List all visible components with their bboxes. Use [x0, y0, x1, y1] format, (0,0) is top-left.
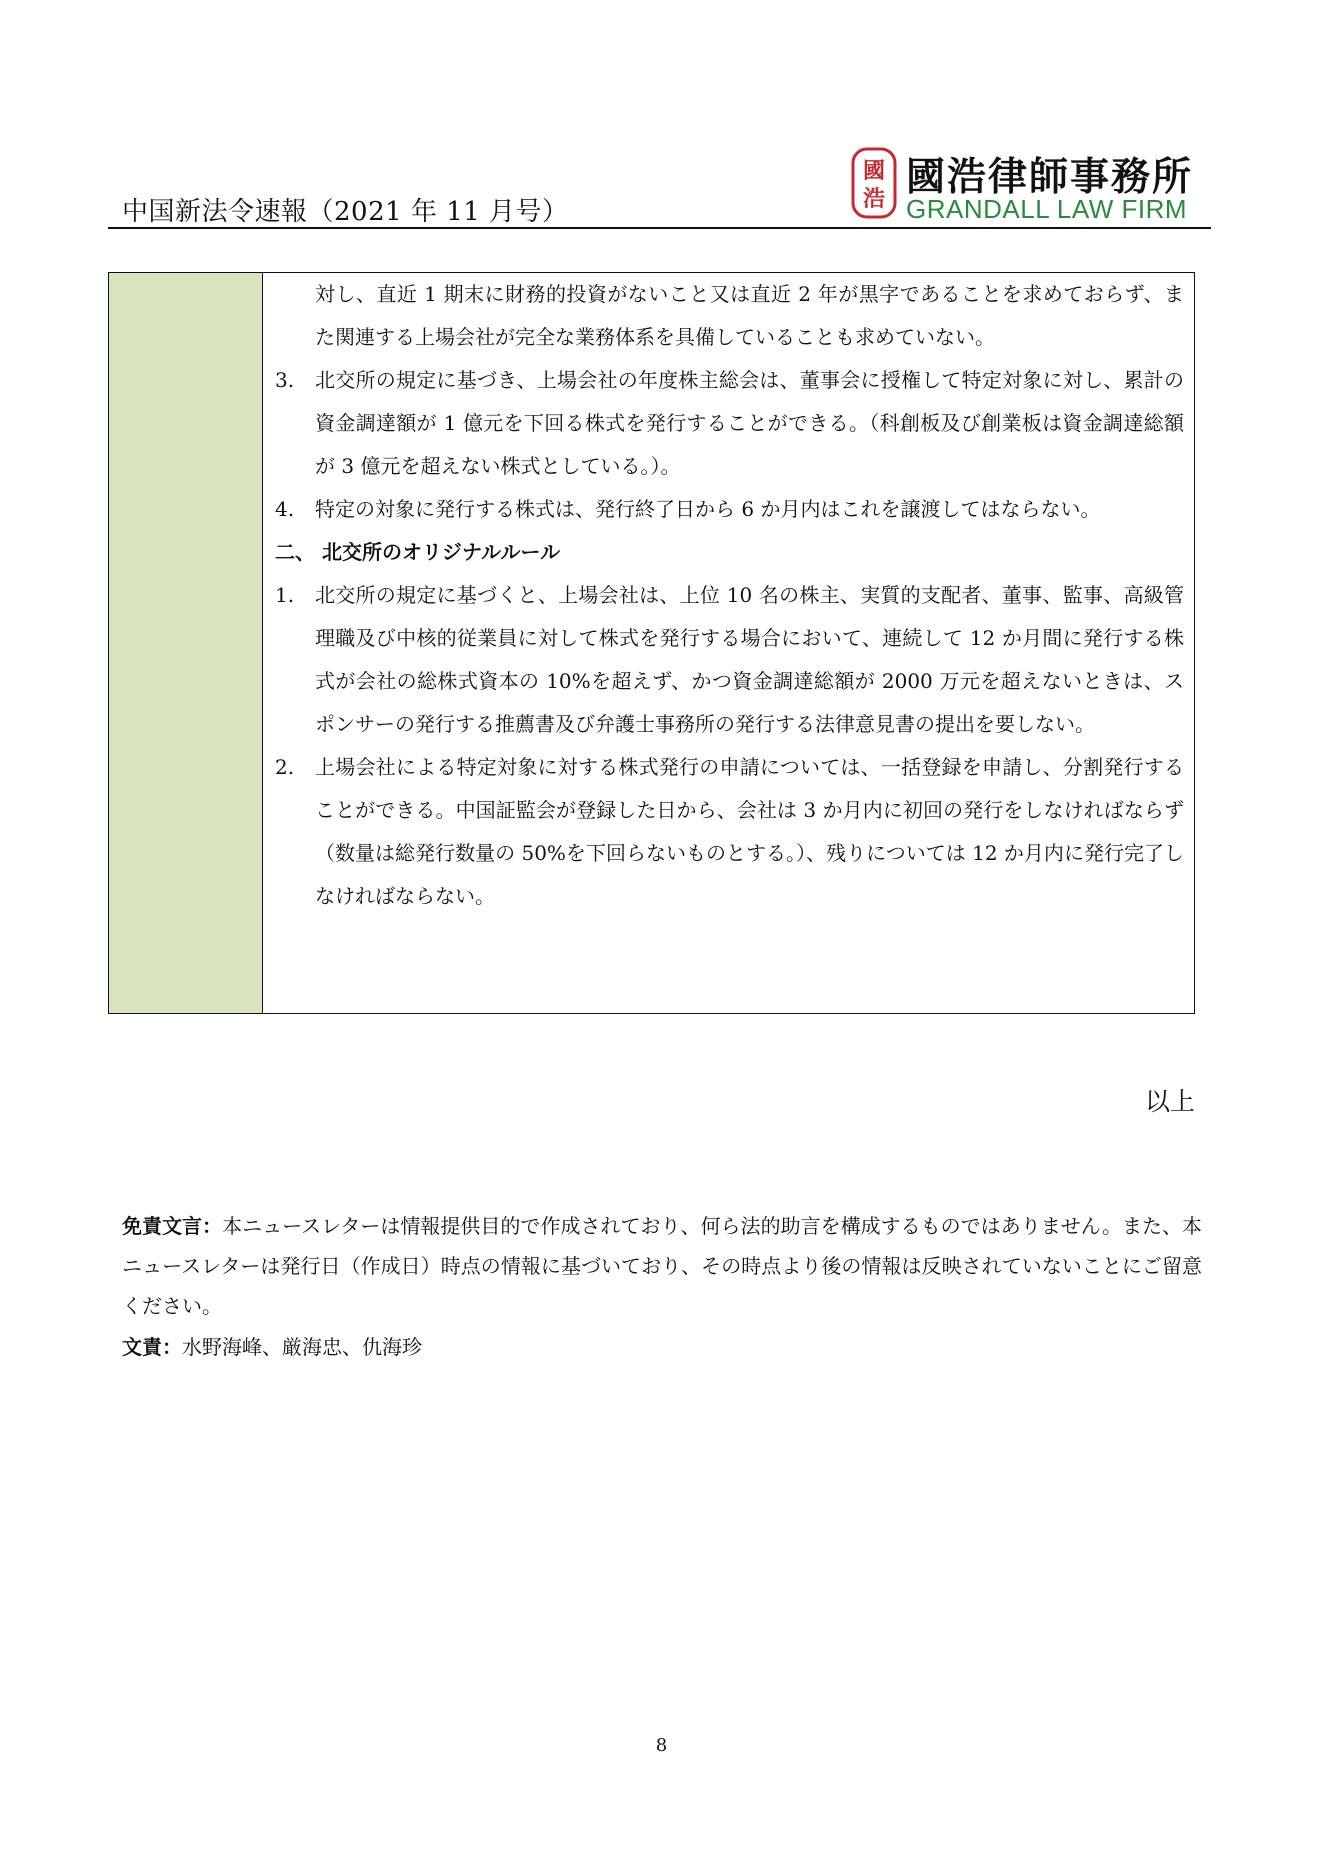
firm-logo — [850, 146, 1194, 224]
svg-text:浩: 浩 — [862, 187, 886, 212]
item-text: 上場会社による特定対象に対する株式発行の申請については、一括登録を申請し、分割発行することができる。中国証監会が登録した日から、会社は 3 か月内に初回の発行をしなければならず（数量は総発行数量の 50%を下回らないものとする。）、残りについては 12 か月内に発行完了しなければならない。 — [315, 755, 1184, 908]
page-number: 8 — [655, 1735, 668, 1756]
svg-text:國: 國 — [862, 159, 886, 184]
list-item — [275, 746, 1184, 918]
content-table — [108, 272, 1195, 1014]
item-number: 4. — [275, 497, 295, 521]
item-number: 2. — [275, 755, 295, 779]
list-item — [275, 574, 1184, 746]
authors-label: 文責： — [122, 1335, 182, 1359]
logo-english-name: GRANDALL LAW FIRM — [906, 194, 1188, 224]
list-item-continuation — [275, 273, 1184, 359]
disclaimer-label: 免責文言： — [122, 1214, 223, 1238]
disclaimer — [122, 1206, 1202, 1326]
closing-mark: 以上 — [1144, 1087, 1195, 1116]
item-number: 3. — [275, 368, 295, 392]
section-heading: 二、 北交所のオリジナルルール — [275, 540, 561, 564]
disclaimer-text: 本ニュースレターは情報提供目的で作成されており、何ら法的助言を構成するものではありません。また、本ニュースレターは発行日（作成日）時点の情報に基づいており、その時点より後の情報は反映されていないことにご留意ください。 — [122, 1214, 1202, 1318]
seal-logo-icon — [850, 146, 898, 220]
item-text: 北交所の規定に基づくと、上場会社は、上位 10 名の株主、実質的支配者、董事、監事、高級管理職及び中核的従業員に対して株式を発行する場合において、連続して 12 か月間に発行する株式が会社の総株式資本の 10%を超えず、かつ資金調達総額が 2000 万元を超えないときは、スポンサーの発行する推薦書及び弁護士事務所の発行する法律意見書の提出を要しない。 — [315, 583, 1184, 736]
item-number: 1. — [275, 583, 295, 607]
list-item — [275, 488, 1184, 531]
item-text: 対し、直近 1 期末に財務的投資がないこと又は直近 2 年が黒字であることを求めておらず、また関連する上場会社が完全な業務体系を具備していることも求めていない。 — [315, 282, 1184, 349]
item-text: 特定の対象に発行する株式は、発行終了日から 6 か月内はこれを譲渡してはならない。 — [315, 497, 1101, 521]
table-side-cell — [109, 273, 263, 1013]
authors-line — [122, 1327, 422, 1367]
newsletter-title: 中国新法令速報（2021 年 11 月号） — [122, 197, 569, 227]
item-text: 北交所の規定に基づき、上場会社の年度株主総会は、董事会に授権して特定対象に対し、累計の資金調達額が 1 億元を下回る株式を発行することができる。（科創板及び創業板は資金調達総額が 3 億元を超えない株式としている。）。 — [315, 368, 1184, 478]
table-content-cell — [275, 273, 1184, 918]
header-divider — [108, 227, 1211, 229]
authors-names: 水野海峰、厳海忠、仇海珍 — [182, 1335, 422, 1359]
logo-chinese-name: 國浩律師事務所 — [906, 155, 1194, 200]
list-item — [275, 359, 1184, 488]
